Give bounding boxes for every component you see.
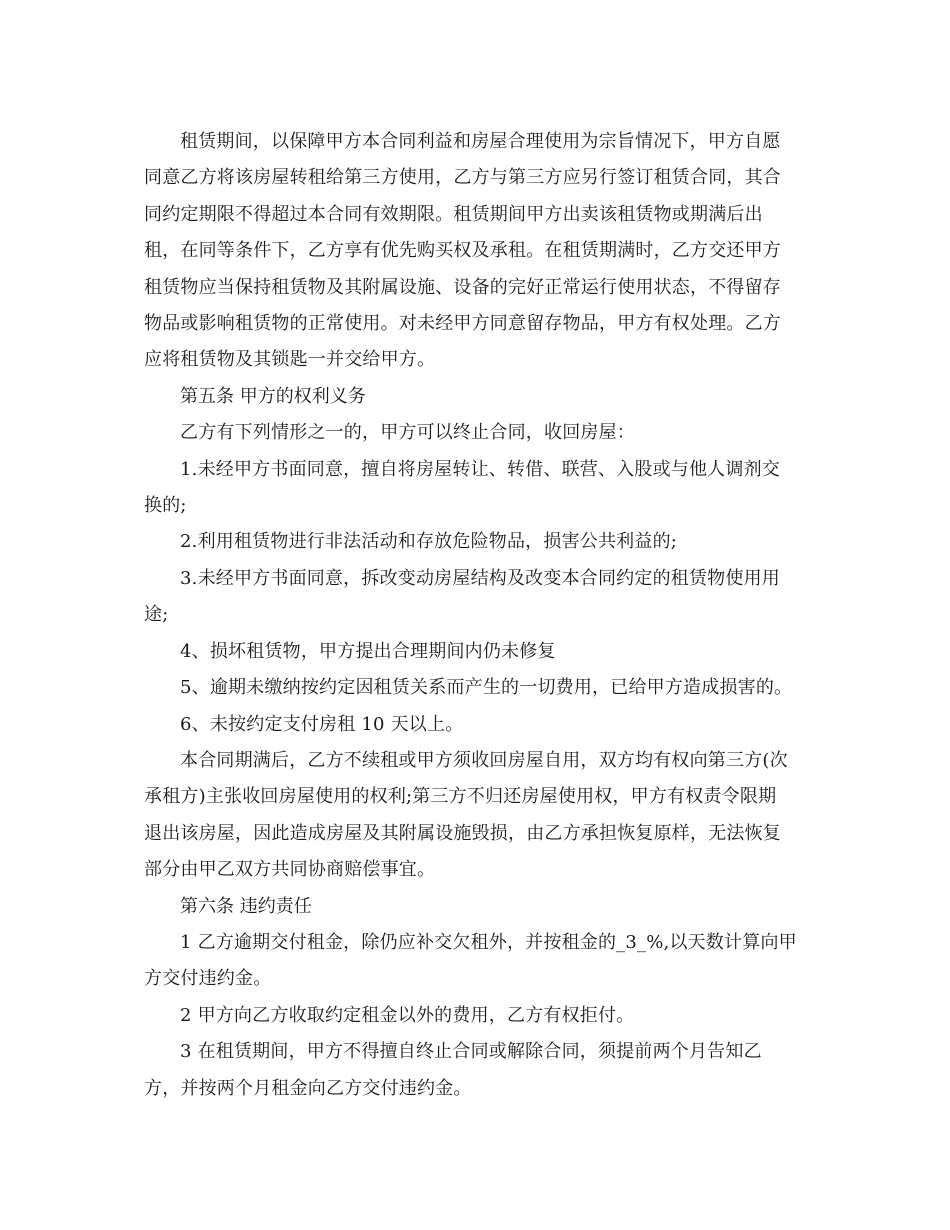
text-line: 1 乙方逾期交付租金，除仍应补交欠租外，并按租金的_3_%,以天数计算向甲 <box>180 931 797 953</box>
heading-text: 第六条 违约责任 <box>180 895 312 917</box>
text-line: 1.未经甲方书面同意，擅自将房屋转让、转借、联营、入股或与他人调剂交 <box>180 458 780 480</box>
text-line: 3 在租赁期间，甲方不得擅自终止合同或解除合同，须提前两个月告知乙 <box>180 1041 762 1063</box>
text-line: 应将租赁物及其锁匙一并交给甲方。 <box>144 349 436 371</box>
text-line: 2.利用租赁物进行非法活动和存放危险物品，损害公共利益的; <box>180 531 678 553</box>
text-line: 乙方有下列情形之一的，甲方可以终止合同，收回房屋： <box>180 422 635 444</box>
text-line: 5、逾期未缴纳按约定因租赁关系而产生的一切费用，已给甲方造成损害的。 <box>180 677 793 699</box>
section-heading-article-5 <box>144 379 810 415</box>
list-item-3 <box>144 561 810 634</box>
text-line: 方交付违约金。 <box>144 968 272 990</box>
text-line: 租，在同等条件下，乙方享有优先购买权及承租。在租赁期满时，乙方交还甲方 <box>144 240 781 262</box>
paragraph-termination-intro <box>144 415 810 451</box>
text-line: 同意乙方将该房屋转租给第三方使用，乙方与第三方应另行签订租赁合同，其合 <box>144 167 781 189</box>
section-heading-article-6 <box>144 889 810 925</box>
text-line: 同约定期限不得超过本合同有效期限。租赁期间甲方出卖该租赁物或期满后出 <box>144 203 763 225</box>
text-line: 换的; <box>144 495 187 517</box>
document-body <box>144 124 810 1107</box>
list-item-2 <box>144 524 810 560</box>
text-line: 部分由甲乙双方共同协商赔偿事宜。 <box>144 859 436 881</box>
text-line: 途; <box>144 604 169 626</box>
paragraph-contract-expiry <box>144 743 810 889</box>
liability-item-1 <box>144 925 810 998</box>
list-item-5 <box>144 670 810 706</box>
text-line: 4、损坏租赁物，甲方提出合理期间内仍未修复 <box>180 640 556 662</box>
text-line: 承租方)主张收回房屋使用的权利;第三方不归还房屋使用权，甲方有权责令限期 <box>144 786 777 808</box>
paragraph-sublease-terms <box>144 124 810 379</box>
text-line: 退出该房屋，因此造成房屋及其附属设施毁损，由乙方承担恢复原样，无法恢复 <box>144 822 781 844</box>
text-line: 租赁期间，以保障甲方本合同利益和房屋合理使用为宗旨情况下，甲方自愿 <box>180 131 781 152</box>
text-line: 6、未按约定支付房租 10 天以上。 <box>180 713 464 735</box>
heading-text: 第五条 甲方的权利义务 <box>180 385 366 407</box>
text-line: 方，并按两个月租金向乙方交付违约金。 <box>144 1077 472 1099</box>
text-line: 物品或影响租赁物的正常使用。对未经甲方同意留存物品，甲方有权处理。乙方 <box>144 313 781 335</box>
text-line: 2 甲方向乙方收取约定租金以外的费用，乙方有权拒付。 <box>180 1004 635 1026</box>
liability-item-2 <box>144 998 810 1034</box>
text-line: 租赁物应当保持租赁物及其附属设施、设备的完好正常运行使用状态，不得留存 <box>144 276 781 298</box>
liability-item-3 <box>144 1034 810 1107</box>
text-line: 3.未经甲方书面同意，拆改变动房屋结构及改变本合同约定的租赁物使用用 <box>180 567 780 589</box>
list-item-1 <box>144 452 810 525</box>
list-item-6 <box>144 707 810 743</box>
text-line: 本合同期满后，乙方不续租或甲方须收回房屋自用，双方均有权向第三方(次 <box>180 749 788 771</box>
list-item-4 <box>144 634 810 670</box>
